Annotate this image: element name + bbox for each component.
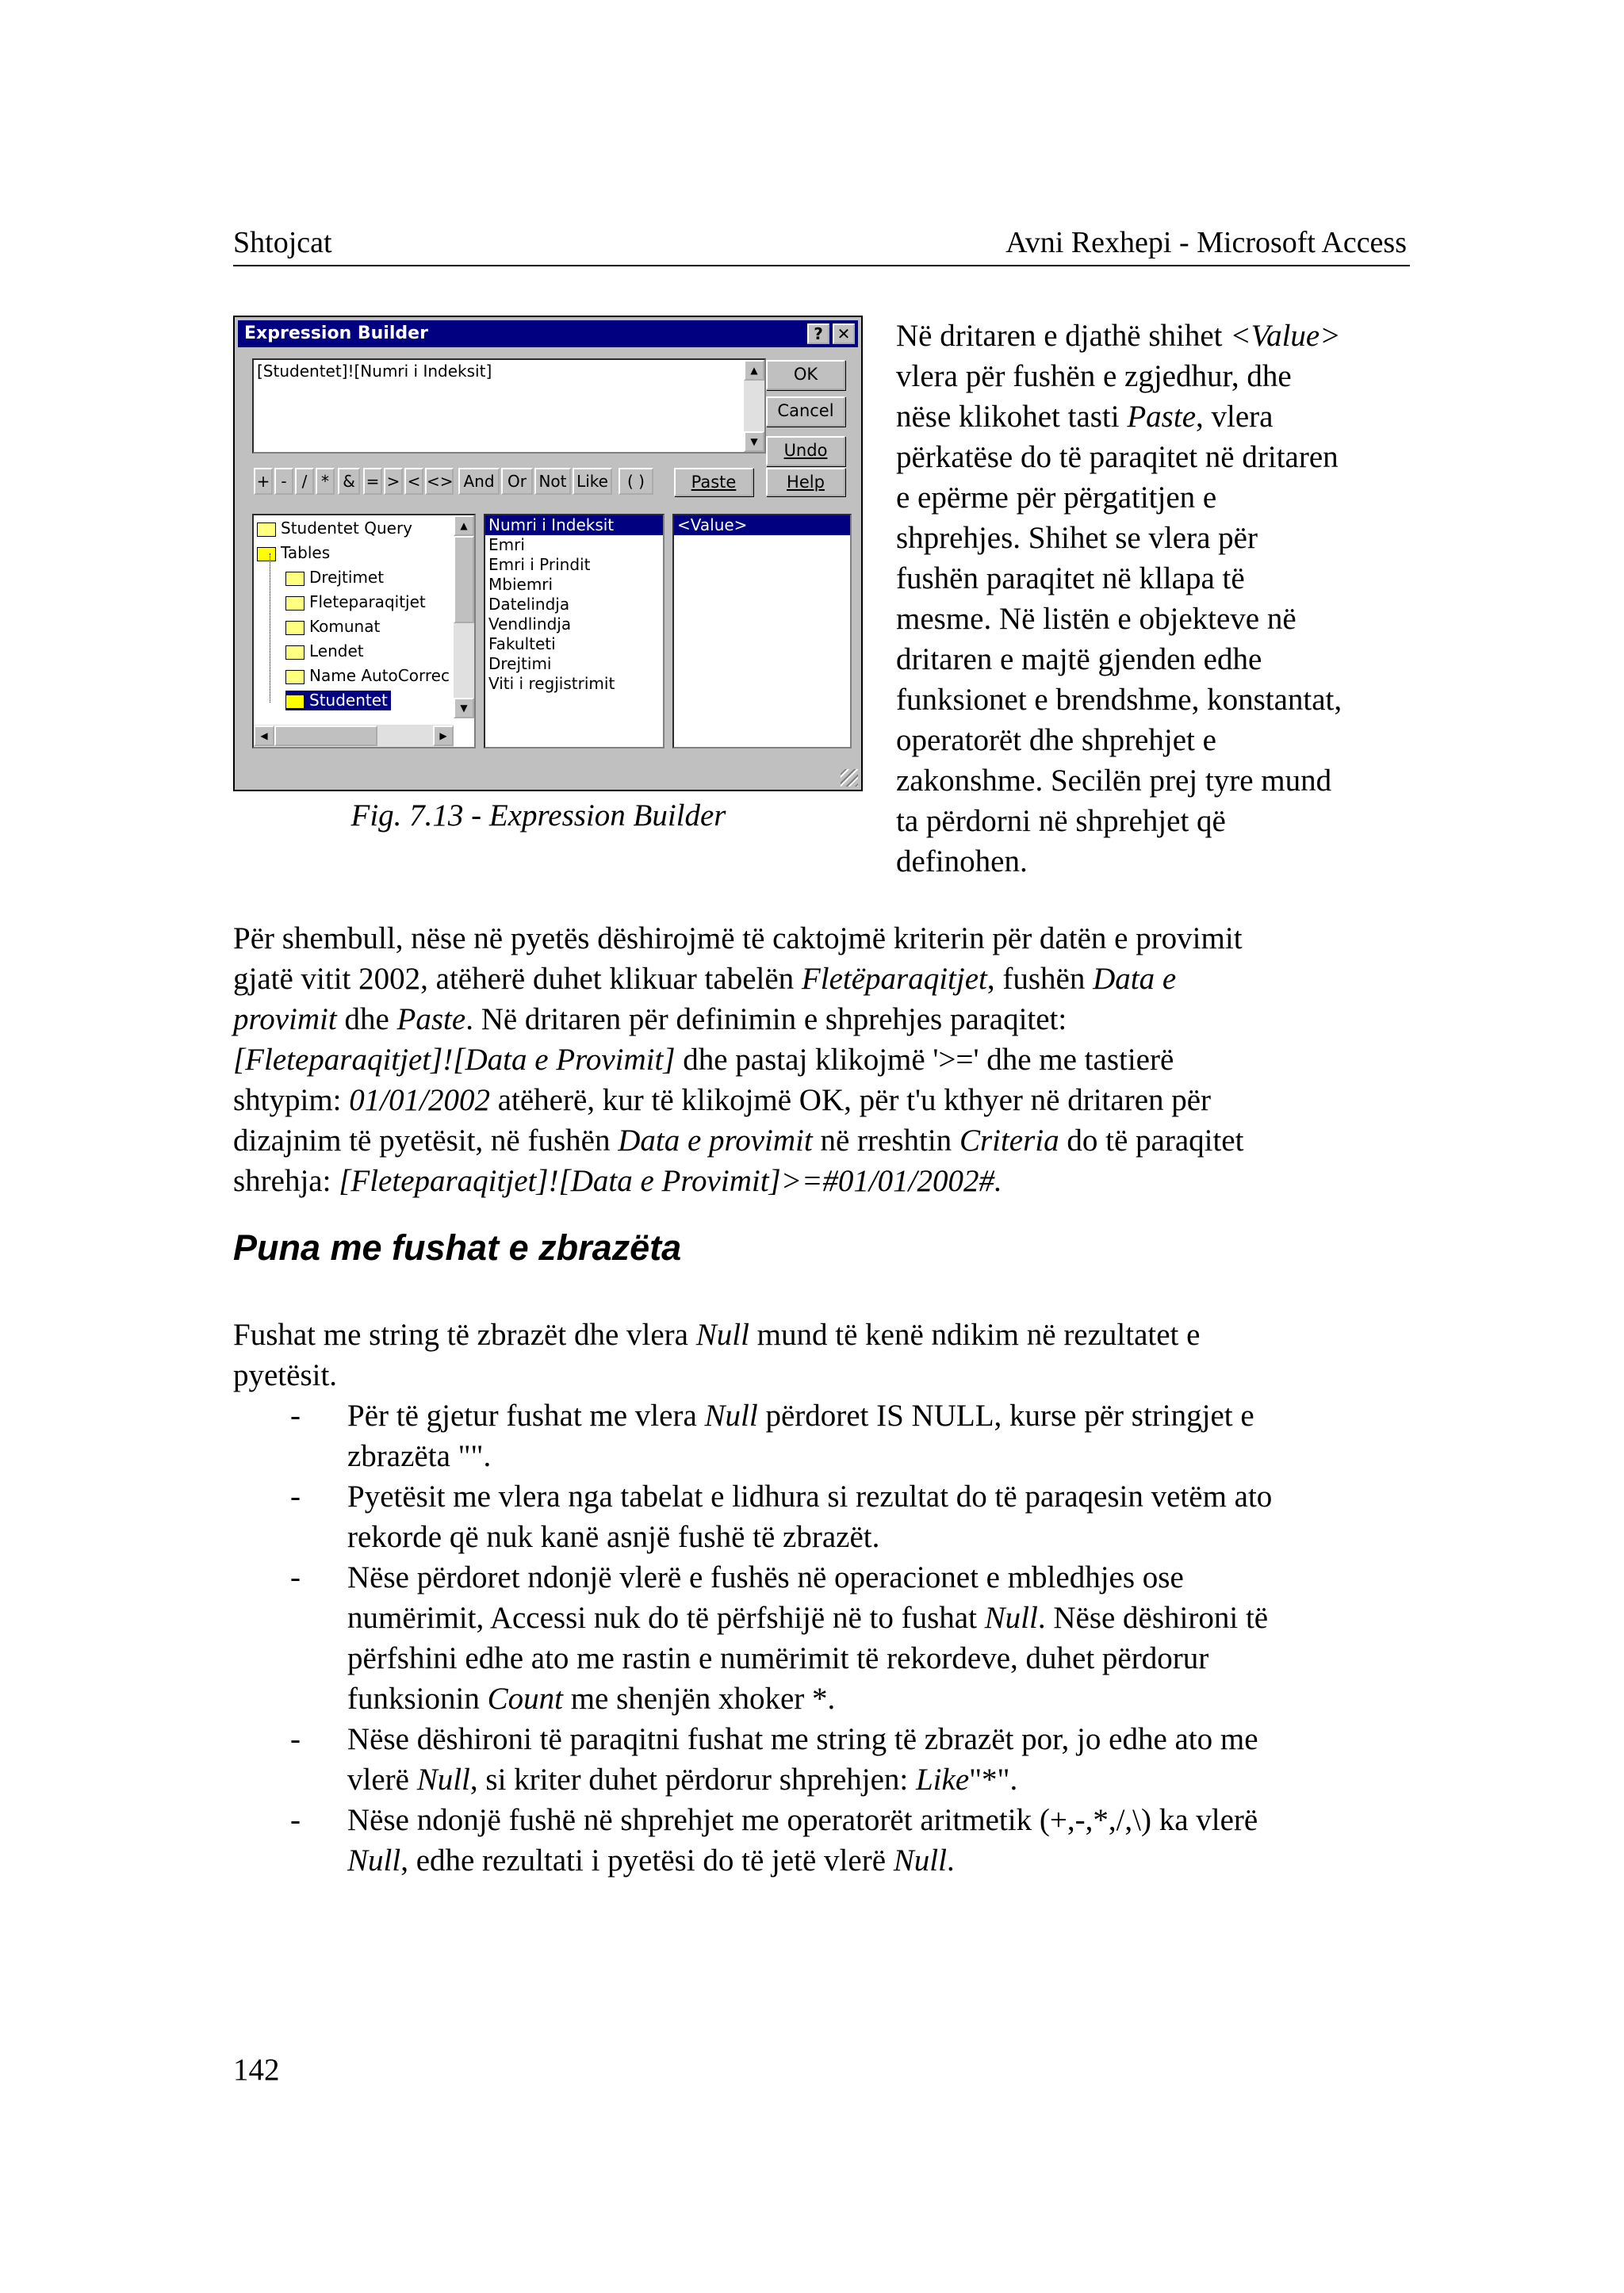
folder-icon — [285, 670, 304, 684]
tree-connector — [270, 553, 272, 702]
list-item[interactable]: Fakulteti — [488, 634, 556, 653]
scroll-right-icon[interactable]: ▶ — [433, 725, 454, 746]
list-item: - Pyetësit me vlera nga tabelat e lidhura si rezultat do të paraqesin vetëm ato rekorde që nuk kanë asnjë fushë të zbrazët. — [290, 1480, 1273, 1554]
bullet-list — [233, 1395, 1423, 1881]
tree-item[interactable]: Tables — [257, 543, 330, 563]
folder-icon — [285, 596, 304, 611]
folder-open-icon — [257, 547, 276, 561]
scroll-left-icon[interactable]: ◀ — [254, 725, 274, 746]
values-list-pane[interactable] — [672, 514, 852, 748]
tree-item[interactable]: Drejtimet — [285, 568, 384, 588]
list-item: - Nëse dëshironi të paraqitni fushat me string të zbrazët por, jo edhe ato me vlerë Null, si kriter duhet përdorur shprehjen: Like"*". — [290, 1722, 1258, 1797]
operator-plus-button[interactable]: + — [254, 468, 273, 495]
operator-concat-button[interactable]: & — [338, 468, 360, 495]
scroll-down-icon[interactable]: ▼ — [454, 698, 474, 718]
folder-icon — [285, 621, 304, 635]
operator-notequal-button[interactable]: <> — [425, 468, 454, 495]
expression-box[interactable] — [252, 358, 766, 454]
close-icon[interactable]: ✕ — [833, 323, 855, 344]
expression-builder-dialog — [233, 316, 863, 791]
operator-greater-button[interactable]: > — [384, 468, 403, 495]
undo-button[interactable]: Undo — [766, 436, 845, 466]
scroll-thumb[interactable] — [274, 725, 377, 746]
operator-or-button[interactable]: Or — [501, 468, 533, 495]
folder-icon — [285, 645, 304, 660]
resize-grip-icon[interactable] — [841, 769, 858, 787]
scroll-up-icon[interactable]: ▲ — [744, 360, 764, 381]
tree-item[interactable]: Name AutoCorrec — [285, 666, 450, 686]
operator-divide-button[interactable]: / — [295, 468, 314, 495]
page-number: 142 — [233, 2053, 280, 2087]
tree-hscrollbar[interactable] — [254, 725, 454, 747]
fields-list-pane[interactable] — [484, 514, 665, 748]
folder-icon — [285, 572, 304, 586]
list-item: - Nëse përdoret ndonjë vlerë e fushës në operacionet e mbledhjes ose numërimit, Accessi nuk do të përfshijë në to fushat Null. Nëse dëshironi të përfshini edhe ato me rastin e numërimit të rekordeve, duhet përdorur funksionin Count me shenjën xhoker *. — [290, 1560, 1269, 1716]
figure-caption: Fig. 7.13 - Expression Builder — [350, 798, 726, 833]
list-item[interactable]: Mbiemri — [488, 575, 553, 594]
tree-item[interactable]: Studentet Query — [257, 519, 412, 538]
section-heading: Puna me fushat e zbrazëta — [233, 1227, 682, 1268]
operator-not-button[interactable]: Not — [534, 468, 571, 495]
help-button[interactable]: Help — [766, 468, 845, 496]
folder-open-icon — [285, 695, 304, 709]
operator-and-button[interactable]: And — [458, 468, 500, 495]
example-paragraph: Për shembull, nëse në pyetës dëshirojmë të caktojmë kriterin për datën e provimit gjatë vitit 2002, atëherë duhet klikuar tabelën Fletëparaqitjet, fushën Data e provimit dhe Paste. Në dritaren për definimin e shprehjes paraqitet: [Fleteparaqitjet]![Data e Provimit] dhe pastaj klikojmë '>=' dhe me tastierë shtypim: 01/01/2002 atëherë, kur të klikojmë OK, për t'u kthyer në dritaren për dizajnim të pyetësit, në fushën Data e provimit në rreshtin Criteria do të paraqitet shrehja: [Fleteparaqitjet]![Data e Provimit]>=#01/01/2002#. — [233, 921, 1244, 1198]
list-item: - Nëse ndonjë fushë në shprehjet me operatorët aritmetik (+,-,*,/,\) ka vlerë Null, edhe rezultati i pyetësi do të jetë vlerë Null. — [290, 1803, 1258, 1878]
list-item: - Për të gjetur fushat me vlera Null përdoret IS NULL, kurse për stringjet e zbrazëta "". — [290, 1399, 1254, 1473]
tree-item[interactable]: Komunat — [285, 617, 380, 637]
intro-paragraph: Fushat me string të zbrazët dhe vlera Null mund të kenë ndikim në rezultatet e pyetësit. — [233, 1318, 1201, 1392]
running-header-left: Shtojcat — [233, 226, 332, 259]
tree-item[interactable]: Lendet — [285, 641, 364, 661]
list-item[interactable]: <Value> — [674, 515, 850, 535]
expression-text: [Studentet]![Numri i Indeksit] — [257, 362, 492, 381]
object-tree-pane[interactable] — [252, 514, 476, 748]
scroll-up-icon[interactable]: ▲ — [454, 515, 474, 536]
scroll-down-icon[interactable]: ▼ — [744, 431, 764, 452]
list-item[interactable]: Emri i Prindit — [488, 555, 591, 574]
tree-scrollbar[interactable] — [454, 515, 474, 718]
running-header-right: Avni Rexhepi - Microsoft Access — [1005, 226, 1407, 259]
cancel-button[interactable]: Cancel — [766, 396, 845, 427]
scroll-thumb[interactable] — [454, 536, 474, 623]
paste-button[interactable]: Paste — [674, 468, 753, 496]
list-item[interactable]: Emri — [488, 535, 525, 554]
folder-icon — [257, 523, 276, 537]
list-item[interactable]: Vendlindja — [488, 614, 572, 634]
operator-paren-button[interactable]: ( ) — [619, 468, 653, 495]
operator-less-button[interactable]: < — [404, 468, 423, 495]
list-item[interactable]: Drejtimi — [488, 654, 552, 673]
operator-equal-button[interactable]: = — [363, 468, 382, 495]
dialog-titlebar — [238, 320, 858, 347]
list-item[interactable]: Viti i regjistrimit — [488, 674, 615, 693]
tree-item-selected[interactable]: Studentet — [285, 691, 391, 710]
header-rule — [233, 265, 1410, 266]
dialog-title: Expression Builder — [244, 323, 428, 343]
help-icon[interactable]: ? — [807, 323, 829, 344]
list-item[interactable]: Numri i Indeksit — [485, 515, 663, 535]
ok-button[interactable]: OK — [766, 360, 845, 390]
expression-scrollbar[interactable] — [744, 360, 764, 452]
tree-item[interactable]: Fleteparaqitjet — [285, 592, 426, 612]
list-item[interactable]: Datelindja — [488, 595, 570, 614]
right-column-paragraph: Në dritaren e djathë shihet <Value> vlera për fushën e zgjedhur, dhe nëse klikohet tasti Paste, vlera përkatëse do të paraqitet në dritaren e epërme për përgatitjen e shprehjes. Shihet se vlera për fushën paraqitet në kllapa të mesme. Në listën e objekteve në dritaren e majtë gjenden edhe funksionet e brendshme, konstantat, operatorët dhe shprehjet e zakonshme. Secilën prej tyre mund ta përdorni në shprehjet që definohen. — [896, 319, 1342, 879]
operator-minus-button[interactable]: - — [274, 468, 293, 495]
operator-multiply-button[interactable]: * — [316, 468, 335, 495]
operator-like-button[interactable]: Like — [573, 468, 612, 495]
